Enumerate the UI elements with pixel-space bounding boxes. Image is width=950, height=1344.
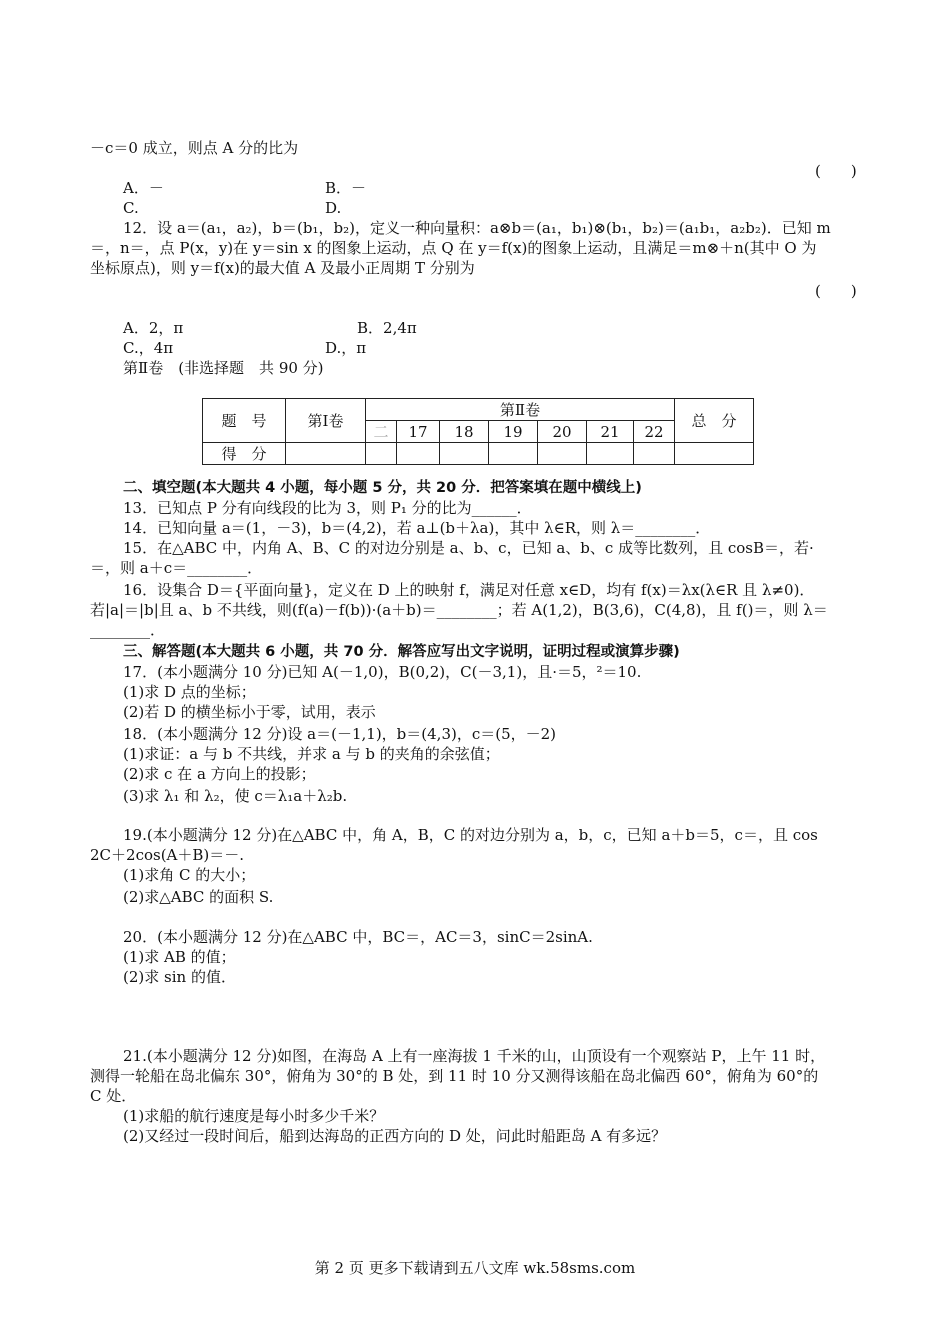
score-cell [538,443,587,465]
page-footer: 第 2 页 更多下载请到五八文库 wk.58sms.com [314,1259,636,1277]
table-header-juan2: 第Ⅱ卷 [366,399,675,421]
score-cell [397,443,440,465]
section-2-title: 二、填空题(本大题共 4 小题，每小题 5 分，共 20 分．把答案填在题中横线上) [123,480,642,496]
answer-paren: ( ) [815,282,857,300]
option-a: A．－ [123,179,164,197]
score-table [202,398,754,465]
volume-2-title: 第Ⅱ卷 (非选择题 共 90 分) [123,359,324,377]
question-19: 19.(本小题满分 12 分)在△ABC 中，角 A，B，C 的对边分别为 a，b，c，已知 a＋b＝5，c＝，且 cos [123,826,818,844]
score-cell [587,443,634,465]
table-header-tihao: 题 号 [203,399,286,443]
question-21-line3: C 处． [90,1087,137,1105]
score-cell [440,443,489,465]
option-c: C.，4π [123,339,174,357]
question-21-part2: (2)又经过一段时间后，船到达海岛的正西方向的 D 处，问此时船距岛 A 有多远？ [123,1127,667,1145]
score-cell [634,443,675,465]
answer-paren: ( ) [815,162,857,180]
question-19-part1: (1)求角 C 的大小； [123,866,256,884]
question-17-part2: (2)若 D 的横坐标小于零，试用，表示 [123,703,376,721]
score-cell [489,443,538,465]
table-col: 18 [440,421,489,443]
table-col: 21 [587,421,634,443]
question-16: 16．设集合 D＝{平面向量}，定义在 D 上的映射 f，满足对任意 x∈D，均有 f(x)＝λx(λ∈R 且 λ≠0)． [123,581,815,599]
question-21-line2: 测得一轮船在岛北偏东 30°，俯角为 30°的 B 处，到 11 时 10 分又测得该船在岛北偏西 60°，俯角为 60°的 [90,1067,819,1085]
table-col: 22 [634,421,675,443]
table-row-label: 得 分 [203,443,286,465]
question-16-line2: 若|a|＝|b|且 a、b 不共线，则(f(a)－f(b))·(a＋b)＝________；若 A(1,2)，B(3,6)，C(4,8)，且 f()＝，则 λ＝ [90,601,828,619]
option-a: A．2，π [123,319,184,337]
score-cell [366,443,397,465]
table-col: 二 [366,421,397,443]
question-20-part1: (1)求 AB 的值； [123,948,236,966]
question-20: 20．(本小题满分 12 分)在△ABC 中，BC＝，AC＝3，sinC＝2sinA. [123,928,593,946]
score-cell [286,443,366,465]
option-b: B．2,4π [357,319,417,337]
question-17: 17．(本小题满分 10 分)已知 A(－1,0)，B(0,2)，C(－3,1)，且·＝5，²＝10. [123,663,642,681]
table-header-zongfen: 总 分 [675,399,754,443]
question-18-part3: (3)求 λ₁ 和 λ₂，使 c＝λ₁a＋λ₂b. [123,787,348,805]
question-14: 14．已知向量 a＝(1，－3)，b＝(4,2)，若 a⊥(b＋λa)，其中 λ∈R，则 λ＝________． [123,519,711,537]
option-d: D.，π [325,339,367,357]
question-18: 18．(本小题满分 12 分)设 a＝(－1,1)，b＝(4,3)，c＝(5，－2) [123,725,557,743]
question-12: 12．设 a＝(a₁，a₂)，b＝(b₁，b₂)，定义一种向量积：a⊗b＝(a₁，b₁)⊗(b₁，b₂)＝(a₁b₁，a₂b₂)．已知 m [123,219,831,237]
question-19-line2: 2C＋2cos(A＋B)＝－. [90,846,245,864]
question-19-part2: (2)求△ABC 的面积 S. [123,888,274,906]
option-c: C. [123,199,139,217]
question-12-line2: ＝，n＝，点 P(x，y)在 y＝sin x 的图象上运动，点 Q 在 y＝f(x)的图象上运动，且满足＝m⊗＋n(其中 O 为 [90,239,817,257]
question-15: 15．在△ABC 中，内角 A、B、C 的对边分别是 a、b、c，已知 a、b、c 成等比数列，且 cosB＝，若· [123,539,814,557]
question-16-line3: ________． [90,621,166,639]
table-col: 20 [538,421,587,443]
question-17-part1: (1)求 D 点的坐标； [123,683,256,701]
table-header-juan1: 第Ⅰ卷 [286,399,366,443]
table-col: 17 [397,421,440,443]
text-line: －c＝0 成立，则点 A 分的比为 [90,139,299,157]
question-21: 21.(本小题满分 12 分)如图，在海岛 A 上有一座海拔 1 千米的山，山顶设有一个观察站 P，上午 11 时， [123,1047,826,1065]
question-21-part1: (1)求船的航行速度是每小时多少千米？ [123,1107,385,1125]
section-3-title: 三、解答题(本大题共 6 小题，共 70 分．解答应写出文字说明，证明过程或演算步骤) [123,644,680,660]
question-18-part1: (1)求证：a 与 b 不共线，并求 a 与 b 的夹角的余弦值； [123,745,500,763]
question-15-line2: ＝，则 a＋c＝________． [90,559,263,577]
question-13: 13．已知点 P 分有向线段的比为 3，则 P₁ 分的比为______． [123,499,532,517]
question-18-part2: (2)求 c 在 a 方向上的投影； [123,765,316,783]
option-b: B．－ [325,179,367,197]
score-cell [675,443,754,465]
option-d: D. [325,199,342,217]
question-12-line3: 坐标原点)，则 y＝f(x)的最大值 A 及最小正周期 T 分别为 [90,259,475,277]
question-20-part2: (2)求 sin 的值． [123,968,236,986]
table-col: 19 [489,421,538,443]
